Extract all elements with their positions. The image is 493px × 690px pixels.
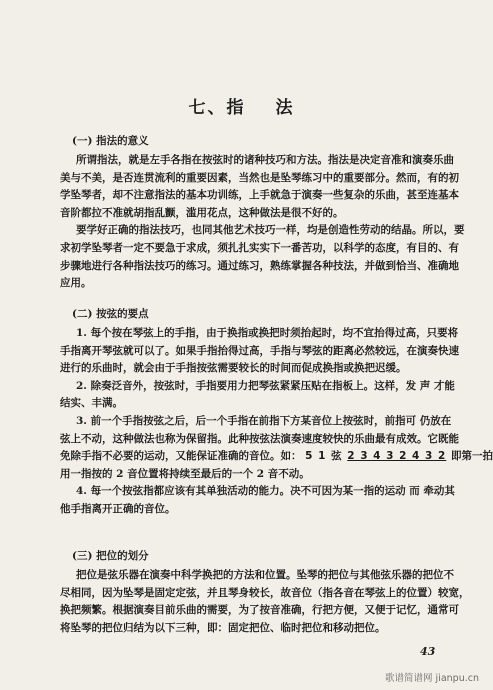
- paragraph-line: 手指离开琴弦就可以了。如果手指抬得过高，手指与琴弦的距离必然较远，在演奏快速: [60, 344, 459, 357]
- paragraph-line: 尽相同，因为坠琴是固定定弦，并且琴身较长，故音位（指各音在琴弦上的位置）较宽，: [60, 586, 470, 599]
- paragraph-line: 美与不美，是否连贯流利的重要因素，当然也是坠琴练习中的重要部分。然而，有的初: [60, 171, 459, 184]
- paragraph-line: 音阶都拉不准就胡指乱颤，滥用花点，这种做法是很不好的。: [60, 206, 344, 219]
- page-number: 43: [420, 645, 436, 658]
- paragraph-line: 将坠琴的把位归结为以下三种，即：固定把位、临时把位和移动把位。: [60, 621, 386, 634]
- paragraph-line: 换把频繁。根据演奏目前乐曲的需要，为了按音准确，行把方便，又便于记忆，通常可: [60, 604, 459, 617]
- paragraph-line: 求初学坠琴者一定不要急于求成，须扎扎实实下一番苦功，以科学的态度，有目的、有: [60, 241, 459, 254]
- paragraph-line: 结实、丰满。: [60, 397, 123, 410]
- chapter-title-part1: 七、指: [188, 98, 246, 118]
- notation-suffix: 即第一拍: [450, 450, 493, 463]
- paragraph-line: 1. 每个按在琴弦上的手指，由于换指或换把时须抬起时，均不宜抬得过高，只要将: [76, 327, 459, 339]
- paragraph-text: 免除手指不必要的运动，又能保证准确的音位。如：: [60, 450, 302, 463]
- section-heading-2: (二) 按弦的要点: [72, 308, 149, 320]
- site-watermark: 歌谱简谱网 jianpu.cn: [385, 673, 479, 684]
- notation-notes: 2 3 4 3 2 4 3 2: [347, 450, 447, 463]
- paragraph-line: 要学好正确的指法技巧，也同其他艺术技巧一样，均是创造性劳动的结晶。所以，要: [76, 224, 465, 237]
- notation-prefix: 5 1 弦: [305, 450, 343, 463]
- paragraph-line: 2. 除奏泛音外，按弦时，手指要用力把琴弦紧紧压贴在指板上。这样，发 声 才能: [76, 379, 455, 392]
- paragraph-line: 把位是弦乐器在演奏中科学换把的方法和位置。坠琴的把位与其他弦乐器的把位不: [76, 569, 454, 581]
- paragraph-line: 用一指按的 2 音位置将持续至最后的一个 2 音不动。: [60, 467, 310, 480]
- paragraph-line: 他手指离开正确的音位。: [60, 502, 176, 515]
- section-heading-1: (一) 指法的意义: [72, 135, 149, 147]
- section-1-body: [60, 152, 465, 293]
- paragraph-line: 进行的乐曲时，就会由于手指按弦需要较长的时间而促成换指或换把迟缓。: [60, 362, 407, 375]
- paragraph-line: [60, 448, 493, 466]
- section-heading-3: (三) 把位的划分: [72, 550, 149, 562]
- paragraph-line: 3. 前一个手指按弦之后，后一个手指在前指下方某音位上按弦时，前指可 仍放在: [76, 414, 452, 427]
- paragraph-line: 弦上不动，这种做法也称为保留指。此种按弦法演奏速度较快的乐曲最有成效。它既能: [60, 432, 459, 445]
- paragraph-line: 4. 每一个按弦指都应该有其单独活动的能力。决不可因为某一指的运动 而 牵动其: [76, 485, 455, 498]
- section-3-body: [60, 567, 470, 637]
- paragraph-line: 应用。: [60, 277, 92, 290]
- music-notation: [305, 450, 451, 462]
- paragraph-line: 所谓指法，就是左手各指在按弦时的诸种技巧和方法。指法是决定音准和演奏乐曲: [76, 154, 454, 166]
- chapter-title-part2: 法: [275, 98, 295, 118]
- chapter-title: [0, 93, 483, 118]
- paragraph-line: 学坠琴者，却不注意指法的基本功训练，上手就急于演奏一些复杂的乐曲，甚至连基本: [60, 189, 459, 202]
- section-2-body: [60, 325, 493, 519]
- paragraph-line: 步骤地进行各种指法技巧的练习。通过练习，熟练掌握各种技法，并做到恰当、准确地: [60, 259, 459, 272]
